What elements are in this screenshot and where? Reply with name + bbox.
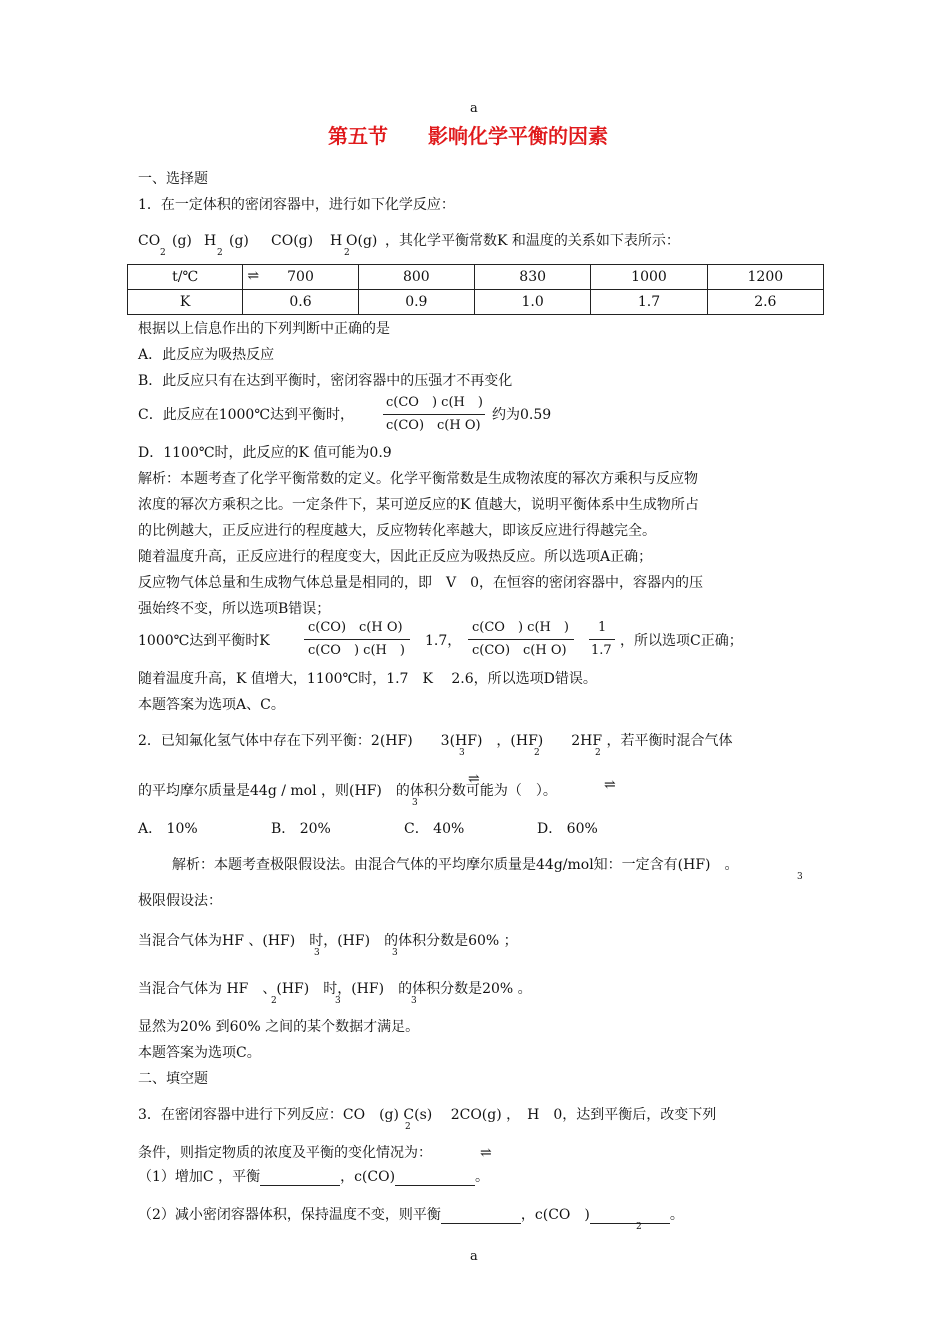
- table-cell: 800: [358, 265, 474, 290]
- k-calc-label: 1000℃达到平衡时K: [138, 633, 270, 649]
- q1-stem: 1．在一定体积的密闭容器中，进行如下化学反应：: [138, 197, 455, 213]
- equilibrium-arrow-icon: ⇌: [468, 771, 480, 787]
- table-cell: t/℃: [128, 265, 243, 290]
- table-cell: 2.6: [707, 290, 823, 315]
- q3-part-2: [138, 1206, 684, 1224]
- fraction-numerator: 1: [598, 620, 607, 635]
- table-cell: 1200: [707, 265, 823, 290]
- table-cell: 1000: [591, 265, 707, 290]
- equilibrium-arrow-icon: ⇌: [480, 1145, 492, 1161]
- q3-part-2-text: 。: [669, 1207, 684, 1223]
- analysis-line: 浓度的幂次方乘积之比。一定条件下，某可逆反应的K 值越大，说明平衡体系中生成物所占: [138, 497, 699, 513]
- k-temperature-table: [127, 264, 824, 315]
- q2-sub: 3: [314, 948, 320, 958]
- q2-sub: 3: [392, 948, 398, 958]
- q1-option-a: A．此反应为吸热反应: [138, 347, 275, 363]
- q2-sub: 2: [534, 748, 540, 758]
- q2-sub: 3: [335, 996, 341, 1006]
- analysis-line: 强始终不变，所以选项B错误；: [138, 601, 331, 617]
- answer-blank[interactable]: [395, 1171, 475, 1186]
- q3-stem: 3．在密闭容器中进行下列反应：CO (g) C(s) 2CO(g) ， H 0，达到平衡后，改变下列: [138, 1107, 717, 1123]
- fraction-bar: [304, 639, 410, 640]
- q2-option-c: C． 40%: [404, 821, 465, 837]
- table-row: [128, 265, 824, 290]
- q2-sub: 3: [412, 798, 418, 808]
- eq-part: CO: [138, 233, 161, 249]
- q2-sub: 2: [271, 996, 277, 1006]
- q2-sub: 3: [411, 996, 417, 1006]
- eq-part: O(g): [346, 233, 378, 249]
- eq-part: CO(g): [271, 233, 314, 249]
- q3-part-2-text: ，c(CO ): [520, 1207, 590, 1223]
- q1-prompt: 根据以上信息作出的下列判断中正确的是: [138, 321, 390, 337]
- analysis-line: 解析：本题考查极限假设法。由混合气体的平均摩尔质量是44g/mol知：一定含有(HF) 。: [172, 857, 739, 873]
- q2-stem-2: 的平均摩尔质量是44g / mol ，则(HF) 的体积分数可能为（ ）。: [138, 783, 557, 799]
- q3-part-1-text: 。: [475, 1169, 490, 1185]
- eq-sub: 2: [217, 248, 223, 258]
- page-title: 第五节 影响化学平衡的因素: [328, 124, 608, 148]
- q2-sub: 3: [459, 748, 465, 758]
- eq-tail: ，其化学平衡常数K 和温度的关系如下表所示：: [385, 233, 680, 249]
- q3-part-1-text: （1）增加C ，平衡: [138, 1169, 261, 1185]
- eq-part: H: [330, 233, 343, 249]
- equilibrium-arrow-icon: ⇌: [604, 777, 616, 793]
- table-row: [128, 290, 824, 315]
- k-value: 1.7，: [425, 633, 462, 649]
- fraction-denominator: 1.7: [591, 643, 612, 658]
- q3-sub: 2: [405, 1122, 411, 1132]
- fraction-numerator: c(CO ) c(H ): [472, 620, 569, 635]
- q3-sub: 2: [636, 1222, 642, 1232]
- case-line: 当混合气体为HF 、(HF) 时，(HF) 的体积分数是60% ；: [138, 933, 518, 949]
- eq-sub: 2: [344, 248, 350, 258]
- eq-part: H: [204, 233, 217, 249]
- fraction-denominator: c(CO) c(H O): [386, 418, 481, 433]
- fraction-numerator: c(CO ) c(H ): [386, 395, 483, 410]
- answer-blank[interactable]: [441, 1209, 521, 1224]
- table-cell: K: [128, 290, 243, 315]
- analysis-line: 极限假设法：: [138, 893, 222, 909]
- q3-part-1-text: ，c(CO): [340, 1169, 396, 1185]
- q2-answer: 本题答案为选项C。: [138, 1045, 261, 1061]
- analysis-line: 解析：本题考查了化学平衡常数的定义。化学平衡常数是生成物浓度的幂次方乘积与反应物: [138, 471, 698, 487]
- q1-option-c: C．此反应在1000℃达到平衡时，: [138, 407, 355, 423]
- case-line: 当混合气体为 HF 、(HF) 时，(HF) 的体积分数是20% 。: [138, 981, 532, 997]
- section-heading-choice: 一、选择题: [138, 171, 208, 187]
- section-heading-fill: 二、填空题: [138, 1071, 208, 1087]
- eq-part: (g): [172, 233, 192, 249]
- equilibrium-arrow-icon: ⇌: [247, 268, 260, 284]
- q3-part-1: [138, 1168, 489, 1186]
- table-cell: 700: [287, 269, 314, 285]
- k-calc-tail: ，所以选项C正确；: [620, 633, 743, 649]
- analysis-line: 随着温度升高，正反应进行的程度变大，因此正反应为吸热反应。所以选项A正确；: [138, 549, 653, 565]
- answer-blank[interactable]: [590, 1209, 670, 1224]
- q2-option-a: A． 10%: [138, 821, 198, 837]
- fraction-bar: [468, 639, 574, 640]
- q2-sub: 3: [797, 872, 803, 882]
- q2-option-d: D． 60%: [537, 821, 598, 837]
- q2-option-b: B． 20%: [271, 821, 331, 837]
- eq-sub: 2: [160, 248, 166, 258]
- eq-part: (g): [229, 233, 249, 249]
- page-header: a: [470, 101, 478, 116]
- q3-stem-2: 条件，则指定物质的浓度及平衡的变化情况为：: [138, 1145, 432, 1161]
- table-cell: 1.0: [474, 290, 590, 315]
- fraction-denominator: c(CO) c(H O): [472, 643, 567, 658]
- fraction-bar: [589, 639, 615, 640]
- fraction-denominator: c(CO ) c(H ): [308, 643, 405, 658]
- fraction-numerator: c(CO) c(H O): [308, 620, 403, 635]
- page-footer: a: [470, 1249, 478, 1264]
- analysis-line: 随着温度升高，K 值增大，1100℃时，1.7 K 2.6，所以选项D错误。: [138, 671, 597, 687]
- table-cell: 0.6: [243, 290, 358, 315]
- q2-stem: 2．已知氟化氢气体中存在下列平衡：2(HF) 3(HF) ，(HF) 2HF ，若平衡时混合气体: [138, 733, 733, 749]
- conclusion-line: 显然为20% 到60% 之间的某个数据才满足。: [138, 1019, 420, 1035]
- q1-option-c-tail: 约为0.59: [492, 407, 552, 423]
- q1-answer: 本题答案为选项A、C。: [138, 697, 285, 713]
- q3-part-2-text: （2）减小密闭容器体积，保持温度不变，则平衡: [138, 1207, 441, 1223]
- q1-option-b: B．此反应只有在达到平衡时，密闭容器中的压强才不再变化: [138, 373, 513, 389]
- q1-option-d: D．1100℃时，此反应的K 值可能为0.9: [138, 445, 392, 461]
- answer-blank[interactable]: [260, 1171, 340, 1186]
- analysis-line: 反应物气体总量和生成物气体总量是相同的，即 V 0，在恒容的密闭容器中，容器内的压: [138, 575, 704, 591]
- q2-sub: 2: [595, 748, 601, 758]
- table-cell: 1.7: [591, 290, 707, 315]
- table-cell: 0.9: [358, 290, 474, 315]
- fraction-bar: [383, 414, 485, 415]
- analysis-line: 的比例越大，正反应进行的程度越大，反应物转化率越大，即该反应进行得越完全。: [138, 523, 656, 539]
- table-cell: 830: [474, 265, 590, 290]
